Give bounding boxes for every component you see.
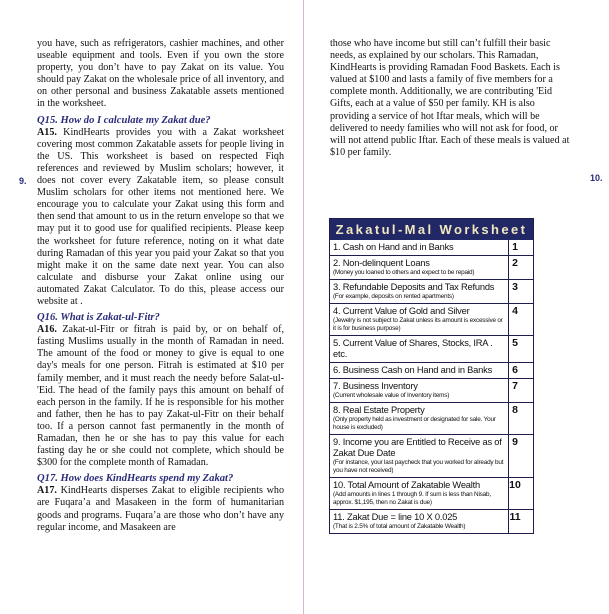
worksheet-line-number: 9 <box>512 436 518 448</box>
worksheet-line-note: (That is 2.5% of total amount of Zakatable Wealth) <box>333 523 466 530</box>
worksheet-line-number: 3 <box>512 281 518 293</box>
worksheet-line-number: 10 <box>509 479 521 491</box>
worksheet-row <box>330 335 533 362</box>
worksheet-line-note: (Jewelry is not subject to Zakat unless its amount is excessive or it is for business purpose) <box>333 317 503 332</box>
worksheet-line-label: 5. Current Value of Shares, Stocks, IRA . etc. <box>333 338 493 359</box>
worksheet-row-label-cell <box>330 280 509 303</box>
page-number-left: 9. <box>19 176 27 186</box>
answer-15 <box>37 127 284 308</box>
zakat-worksheet <box>329 218 534 534</box>
worksheet-row <box>330 378 533 402</box>
worksheet-line-label: 9. Income you are Entitled to Receive as of Zakat Due Date <box>333 437 502 458</box>
worksheet-row-label-cell <box>330 304 509 335</box>
answer-16-label: A16. <box>37 324 57 336</box>
worksheet-line-number: 11 <box>509 511 521 523</box>
worksheet-line-number: 6 <box>512 364 518 376</box>
worksheet-amount-cell[interactable] <box>521 240 533 255</box>
worksheet-amount-cell[interactable] <box>521 379 533 402</box>
worksheet-row-label-cell <box>330 379 509 402</box>
worksheet-line-number: 4 <box>512 305 518 317</box>
worksheet-row-label-cell <box>330 363 509 378</box>
worksheet-amount-cell[interactable] <box>521 280 533 303</box>
worksheet-row-label-cell <box>330 478 509 509</box>
right-page <box>304 0 609 614</box>
question-15: Q15. How do I calculate my Zakat due? <box>37 114 211 126</box>
worksheet-line-note: (Money you loaned to others and expect to be repaid) <box>333 269 475 276</box>
worksheet-line-label: 7. Business Inventory <box>333 381 418 391</box>
worksheet-line-label: 8. Real Estate Property <box>333 405 425 415</box>
worksheet-row <box>330 240 533 255</box>
worksheet-line-label: 1. Cash on Hand and in Banks <box>333 242 454 252</box>
worksheet-line-label: 3. Refundable Deposits and Tax Refunds <box>333 282 495 292</box>
worksheet-row <box>330 477 533 509</box>
answer-16-text: Zakat-ul-Fitr or fitrah is paid by, or on behalf of, fasting Muslims usually in the month of Ramadan in need. The amount of the food or money to give is equal to one day's meals for one person. Fitrah is estimated at $10 per family member, and it must reach the needy before Salat-ul-'Eid. The head of the family pays this amount on behalf of each person in the family. If he is responsible for his mother and father, then he has to pay Zakat-ul-Fitr on their behalf too. If a person cannot fast permanently in the month of Ramadan, then he or she has to pay this value for each fasting day he or she could not complete, which should be $300 for the complete month of Ramadan. <box>37 324 284 469</box>
worksheet-amount-cell[interactable] <box>521 435 533 477</box>
worksheet-row <box>330 255 533 279</box>
worksheet-line-number: 5 <box>512 337 518 349</box>
worksheet-amount-cell[interactable] <box>521 256 533 279</box>
worksheet-line-label: 2. Non-delinquent Loans <box>333 258 430 268</box>
intro-paragraph: you have, such as refrigerators, cashier machines, and other useable equipment and tools. Even if you own the store property, you don’t have to pay Zakat on its value. You should pay Zakat on the wholesale price of all inventory, and on other personal and business Zakatable assets mentioned in the worksheet. <box>37 38 284 110</box>
worksheet-line-note: (For example, deposits on rented apartments) <box>333 293 454 300</box>
worksheet-line-label: 6. Business Cash on Hand and in Banks <box>333 365 493 375</box>
answer-17-label: A17. <box>37 485 57 497</box>
answer-16 <box>37 324 284 469</box>
worksheet-row <box>330 279 533 303</box>
answer-15-label: A15. <box>37 126 57 138</box>
worksheet-row-label-cell <box>330 403 509 434</box>
worksheet-rows <box>330 240 533 533</box>
worksheet-amount-cell[interactable] <box>521 304 533 335</box>
worksheet-line-number: 8 <box>512 404 518 416</box>
worksheet-row <box>330 402 533 434</box>
worksheet-amount-cell[interactable] <box>521 478 533 509</box>
worksheet-amount-cell[interactable] <box>521 510 533 533</box>
worksheet-line-note: (Only property held as investment or designated for sale. Your house is excluded) <box>333 416 496 431</box>
right-column-text <box>330 38 573 159</box>
worksheet-row-label-cell <box>330 240 509 255</box>
worksheet-row-label-cell <box>330 510 509 533</box>
worksheet-line-label: 10. Total Amount of Zakatable Wealth <box>333 480 480 490</box>
worksheet-line-number: 1 <box>512 241 518 253</box>
question-17: Q17. How does KindHearts spend my Zakat? <box>37 473 234 485</box>
worksheet-line-label: 11. Zakat Due = line 10 X 0.025 <box>333 512 458 522</box>
worksheet-row <box>330 362 533 378</box>
worksheet-line-note: (Current wholesale value of Inventory items) <box>333 392 450 399</box>
worksheet-title: Zakatul-Mal Worksheet <box>330 219 533 240</box>
worksheet-row <box>330 434 533 477</box>
answer-17-text: KindHearts disperses Zakat to eligible recipients who are Fuqara’a and Masakeen in the form of humanitarian goods and programs. Fuqara’a are those who don’t have any regular income, and Masakeen are <box>37 485 284 533</box>
left-page <box>0 0 304 614</box>
worksheet-row <box>330 303 533 335</box>
worksheet-line-note: (For instance, your last paycheck that you worked for already but you have not received) <box>333 459 504 474</box>
worksheet-row-label-cell <box>330 256 509 279</box>
worksheet-amount-cell[interactable] <box>521 336 533 362</box>
worksheet-line-label: 4. Current Value of Gold and Silver <box>333 306 470 316</box>
worksheet-row-label-cell <box>330 435 509 477</box>
worksheet-amount-cell[interactable] <box>521 363 533 378</box>
answer-15-text: KindHearts provides you with a Zakat worksheet covering most common Zakatable assets for people living in the US. This worksheet is based on respected Fiqh references and reviewed by Muslim scholars; however, it does not cover every Zakatable item, so please consult Muslim scholars for other items not mentioned here. We encourage you to calculate your Zakat using this form and then send that amount to us in the return envelope so that we may put it to good use for qualified recipients. Please keep the worksheet for future reference, noting on it what date during Ramadan of this year you paid your Zakat so that you might make it on the same date next year. You can also calculate and disburse your Zakat online using our automated Zakat Calculator. To do this, please access our website at . <box>37 126 284 307</box>
page-number-right: 10. <box>590 173 603 183</box>
right-paragraph: those who have income but still can’t fulfill their basic needs, as explained by our scholars. This Ramadan, KindHearts is providing Ramadan Food Baskets. Each is valued at $100 and lasts a family of five members for a complete month. Additionally, we are contributing 'Eid Gifts, each at a value of $50 per family. KH is also providing a service of hot Iftar meals, which will be delivered to needy families who will not ask for food, or will not attend public Iftar. Each of these meals is valued at $10 per family. <box>330 38 570 158</box>
left-column-text <box>37 38 284 534</box>
question-16: Q16. What is Zakat-ul-Fitr? <box>37 312 160 324</box>
answer-17 <box>37 485 284 533</box>
worksheet-row-label-cell <box>330 336 509 362</box>
worksheet-row <box>330 509 533 533</box>
worksheet-line-number: 7 <box>512 380 518 392</box>
worksheet-line-note: (Add amounts in lines 1 through 9. If sum is less than Nisab, approx. $1,195, then no Zakat is due) <box>333 491 491 506</box>
worksheet-line-number: 2 <box>512 257 518 269</box>
worksheet-amount-cell[interactable] <box>521 403 533 434</box>
